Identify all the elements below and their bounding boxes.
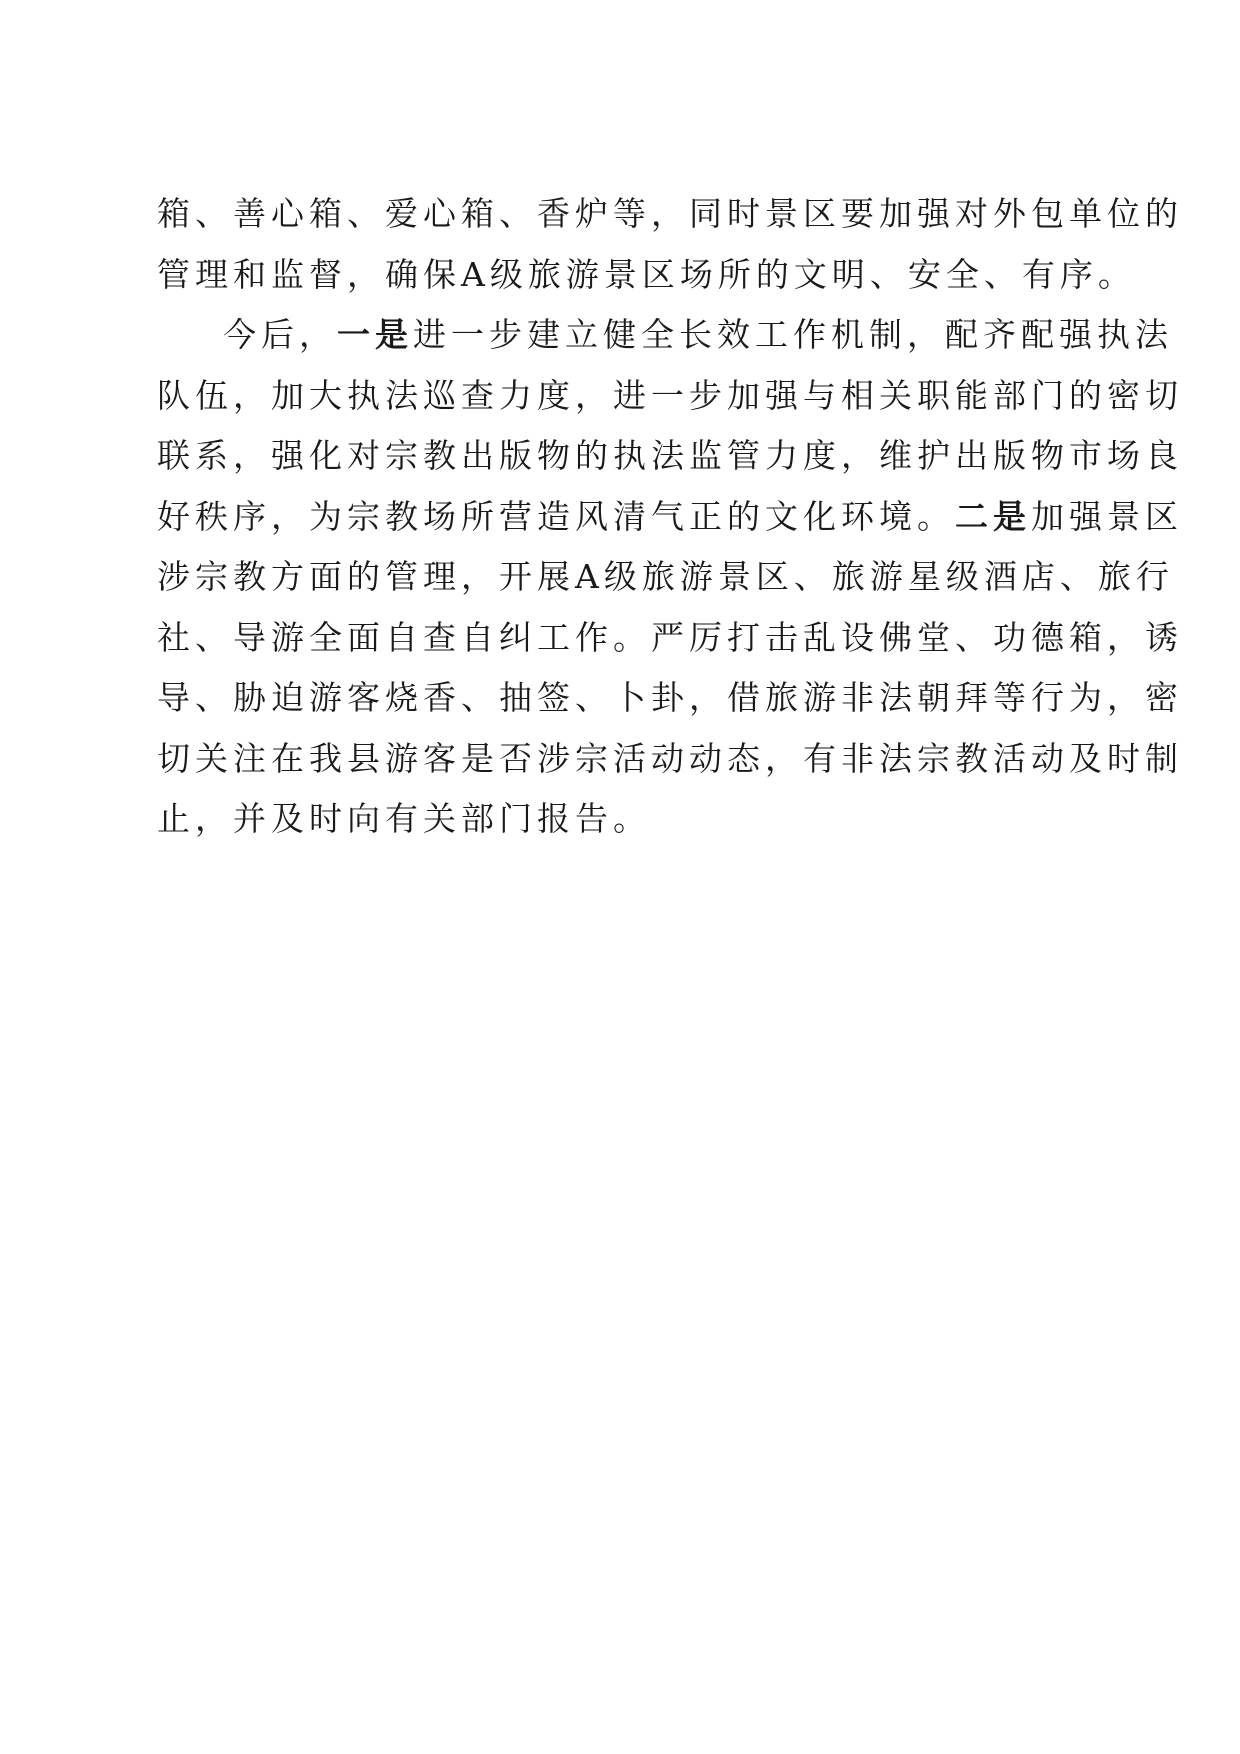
paragraph-2-line-4	[157, 487, 1183, 548]
paragraph-2-line-5: 涉宗教方面的管理，开展A级旅游景区、旅游星级酒店、旅行	[157, 557, 1174, 596]
paragraph-2-line-4-tail: 加强景区	[1031, 496, 1183, 536]
paragraph-1-line-2: 管理和监督，确保A级旅游景区场所的文明、安全、有序。	[157, 254, 1136, 294]
paragraph-2-line-6: 社、导游全面自查自纠工作。严厉打击乱设佛堂、功德箱，诱	[157, 617, 1183, 657]
paragraph-2-line-4-text: 好秩序，为宗教场所营造风清气正的文化环境。	[157, 496, 955, 536]
paragraph-2-line-9: 止，并及时向有关部门报告。	[157, 799, 651, 838]
paragraph-2-line-8: 切关注在我县游客是否涉宗活动动态，有非法宗教活动及时制	[157, 738, 1183, 778]
paragraph-1-line-1: 箱、善心箱、爱心箱、香炉等，同时景区要加强对外包单位的	[157, 194, 1183, 233]
body-text	[157, 184, 1183, 850]
point-two-label: 二是	[955, 496, 1031, 536]
point-one-label: 一是	[337, 315, 413, 354]
paragraph-2-line-7: 导、胁迫游客烧香、抽签、卜卦，借旅游非法朝拜等行为，密	[157, 678, 1183, 717]
paragraph-2-line-1	[157, 305, 1173, 366]
paragraph-2-line-2: 队伍，加大执法巡查力度，进一步加强与相关职能部门的密切	[157, 375, 1183, 415]
paragraph-2-line-3: 联系，强化对宗教出版物的执法监管力度，维护出版物市场良	[157, 436, 1183, 475]
paragraph-2-intro-text: 今后，	[223, 315, 337, 354]
paragraph-2-line-1-text: 进一步建立健全长效工作机制，配齐配强执法	[413, 315, 1173, 354]
